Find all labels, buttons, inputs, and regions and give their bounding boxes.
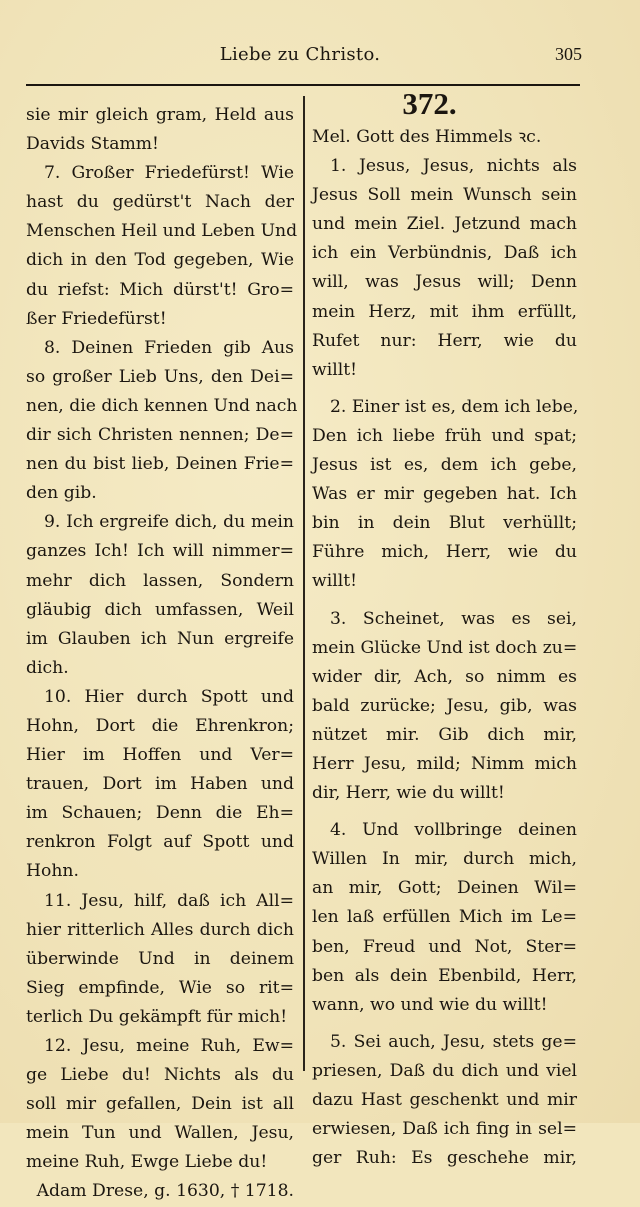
text-line: Führe mich, Herr, wie du: [312, 542, 577, 563]
stanza-1: [312, 152, 577, 385]
text-line: Den ich liebe früh und spat;: [312, 425, 577, 446]
stanza-2: [312, 393, 577, 597]
stanza-start-line: 12. Jesu, meine Ruh, Ew=: [44, 1036, 294, 1056]
text-line: Hohn, Dort die Ehrenkron;: [26, 715, 294, 736]
text-line: mehr dich lassen, Sondern: [26, 570, 294, 591]
stanza-5: [312, 1028, 577, 1173]
stanza-3: [312, 605, 577, 809]
stanza-start-line: 4. Und vollbringe deinen: [330, 820, 577, 841]
stanza-start-line: 3. Scheinet, was es sei,: [330, 608, 577, 629]
text-line: ßer Friedefürst!: [26, 308, 167, 329]
text-line: renkron Folgt auf Spott und: [26, 832, 294, 853]
running-header-title: Liebe zu Christo.: [219, 44, 381, 65]
text-line: Herr Jesu, mild; Nimm mich: [312, 753, 577, 774]
text-line: mein Glücke Und ist doch zu=: [312, 637, 578, 658]
text-line: mein Tun und Wallen, Jesu,: [26, 1123, 294, 1144]
text-line: Jesus ist es, dem ich gebe,: [312, 455, 577, 476]
stanza-start-line: 7. Großer Friedefürst! Wie: [44, 163, 294, 184]
stanza-start-line: 9. Ich ergreife dich, du mein: [44, 512, 294, 533]
header-rule: [26, 84, 580, 86]
stanza-start-line: 11. Jesu, hilf, daß ich All=: [44, 890, 294, 911]
stanza-start-line: 5. Sei auch, Jesu, stets ge=: [330, 1031, 577, 1052]
text-line: ben, Freud und Not, Ster=: [312, 936, 577, 957]
stanza-gap: [312, 385, 577, 393]
text-line: Willen In mir, durch mich,: [312, 849, 577, 870]
text-line: wider dir, Ach, so nimm es: [312, 666, 577, 687]
text-line: Jesus Soll mein Wunsch sein: [312, 185, 577, 206]
text-line: dir sich Christen nennen; De=: [26, 425, 294, 446]
author-attribution: Adam Drese, g. 1630, † 1718.: [36, 1181, 294, 1202]
text-line: hier ritterlich Alles durch dich: [26, 919, 294, 940]
stanza-start-line: 10. Hier durch Spott und: [44, 686, 294, 707]
text-line: dazu Hast geschenkt und mir: [312, 1090, 577, 1110]
text-line: len laß erfüllen Mich im Le=: [312, 907, 577, 928]
text-line: im Schauen; Denn die Eh=: [26, 803, 294, 824]
melody-line: Mel. Gott des Himmels ꝛc.: [312, 127, 542, 147]
text-line: hast du gedürst't Nach der: [26, 192, 294, 213]
text-line: und mein Ziel. Jetzund mach: [312, 214, 577, 235]
text-line: Hohn.: [26, 861, 79, 882]
text-line: nützet mir. Gib dich mir,: [312, 724, 577, 745]
text-line: meine Ruh, Ewge Liebe du!: [26, 1152, 268, 1173]
text-line: gläubig dich umfassen, Weil: [26, 599, 294, 620]
text-line: Rufet nur: Herr, wie du: [312, 330, 577, 351]
text-line: ben als dein Ebenbild, Herr,: [312, 965, 577, 986]
text-line: nen, die dich kennen Und nach: [26, 395, 298, 416]
text-line: soll mir gefallen, Dein ist all: [26, 1094, 294, 1115]
text-line: Hier im Hoffen und Ver=: [26, 745, 294, 766]
stanza-gap: [312, 597, 577, 605]
text-line: Sieg empfinde, Wie so rit=: [26, 977, 294, 998]
right-column: [312, 88, 577, 1173]
text-line: an mir, Gott; Deinen Wil=: [312, 878, 577, 899]
hymn-number: 372.: [402, 86, 457, 121]
text-line: will, was Jesus will; Denn: [312, 272, 577, 293]
text-line: erwiesen, Daß ich fing in sel=: [312, 1119, 577, 1140]
text-line: trauen, Dort im Haben und: [26, 774, 294, 795]
left-column: [26, 101, 298, 1207]
text-line: überwinde Und in deinem: [26, 948, 294, 969]
stanza-gap: [312, 808, 577, 816]
stanza-start-line: 8. Deinen Frieden gib Aus: [44, 337, 294, 358]
text-line: ge Liebe du! Nichts als du: [26, 1065, 294, 1086]
text-line: willt!: [312, 571, 358, 592]
stanza-start-line: 1. Jesus, Jesus, nichts als: [330, 156, 577, 177]
text-line: willt!: [312, 359, 358, 380]
stanza-gap: [312, 1020, 577, 1028]
text-line: bin in dein Blut verhüllt;: [312, 513, 577, 534]
text-line: bald zurücke; Jesu, gib, was: [312, 695, 577, 716]
text-line: sie mir gleich gram, Held aus: [26, 105, 294, 125]
text-line: dich in den Tod gegeben, Wie: [26, 250, 294, 271]
text-line: Davids Stamm!: [26, 134, 159, 155]
text-line: ger Ruh: Es geschehe mir,: [312, 1148, 577, 1169]
text-line: den gib.: [26, 483, 97, 504]
text-line: ganzes Ich! Ich will nimmer=: [26, 541, 294, 562]
column-divider: [303, 96, 305, 1071]
text-line: Menschen Heil und Leben Und: [26, 221, 298, 242]
text-line: mein Herz, mit ihm erfüllt,: [312, 301, 577, 322]
text-line: du riefst: Mich dürst't! Gro=: [26, 279, 294, 300]
text-line: wann, wo und wie du willt!: [312, 994, 548, 1015]
stanza-4: [312, 816, 577, 1020]
text-line: nen du bist lieb, Deinen Frie=: [26, 454, 294, 475]
page-number: 305: [555, 44, 582, 64]
text-line: priesen, Daß du dich und viel: [312, 1060, 577, 1081]
text-line: dich.: [26, 657, 69, 678]
stanza-start-line: 2. Einer ist es, dem ich lebe,: [330, 396, 579, 417]
text-line: Was er mir gegeben hat. Ich: [312, 484, 577, 505]
text-line: terlich Du gekämpft für mich!: [26, 1006, 288, 1027]
text-line: ich ein Verbündnis, Daß ich: [312, 243, 577, 264]
text-line: dir, Herr, wie du willt!: [312, 783, 505, 804]
text-line: so großer Lieb Uns, den Dei=: [26, 366, 294, 387]
text-line: im Glauben ich Nun ergreife: [26, 628, 294, 649]
